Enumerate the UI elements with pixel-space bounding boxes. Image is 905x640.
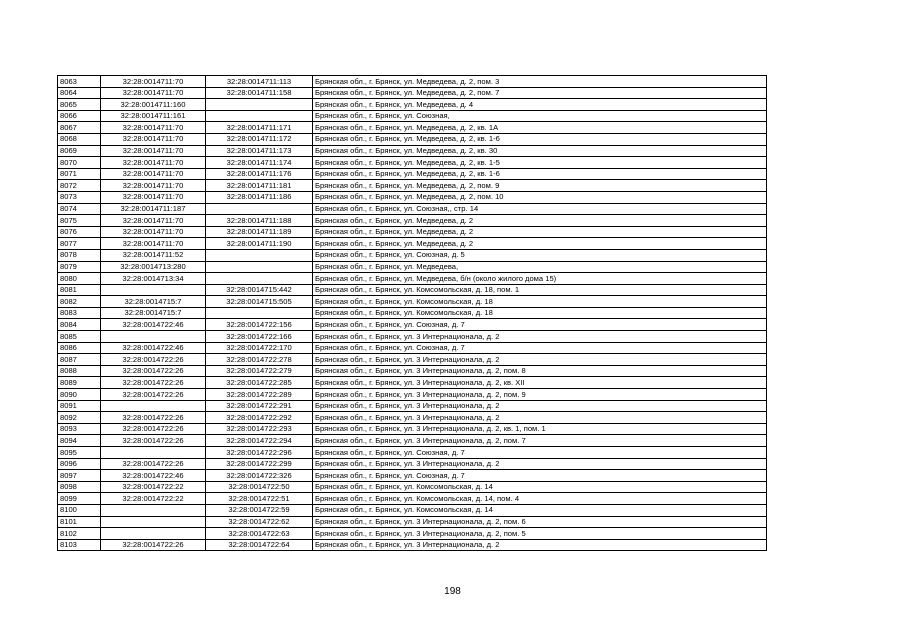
table-row (58, 481, 767, 493)
row-number-cell: 8071 (58, 168, 101, 180)
address-cell: Брянская обл., г. Брянск, ул. Союзная, д. 7 (313, 470, 767, 482)
cadastral-number-object-cell (206, 203, 313, 215)
address-cell: Брянская обл., г. Брянск, ул. Медведева, д. 2, кв. 30 (313, 145, 767, 157)
row-number-cell: 8091 (58, 400, 101, 412)
address-cell: Брянская обл., г. Брянск, ул. 3 Интернационала, д. 2 (313, 539, 767, 551)
cadastral-number-parcel-cell (101, 447, 206, 459)
row-number-cell: 8072 (58, 180, 101, 192)
cadastral-number-parcel-cell: 32:28:0014715:7 (101, 296, 206, 308)
table-row (58, 412, 767, 424)
address-cell: Брянская обл., г. Брянск, ул. Комсомольская, д. 14, пом. 4 (313, 493, 767, 505)
cadastral-number-parcel-cell: 32:28:0014711:70 (101, 180, 206, 192)
row-number-cell: 8068 (58, 133, 101, 145)
cadastral-number-parcel-cell: 32:28:0014711:70 (101, 145, 206, 157)
table-row (58, 157, 767, 169)
table-row (58, 307, 767, 319)
row-number-cell: 8098 (58, 481, 101, 493)
row-number-cell: 8095 (58, 447, 101, 459)
table-row (58, 296, 767, 308)
table-row (58, 180, 767, 192)
row-number-cell: 8088 (58, 365, 101, 377)
cadastral-number-parcel-cell (101, 400, 206, 412)
cadastral-number-parcel-cell: 32:28:0014711:160 (101, 99, 206, 111)
table-row (58, 122, 767, 134)
cadastral-number-object-cell: 32:28:0014722:326 (206, 470, 313, 482)
address-cell: Брянская обл., г. Брянск, ул. 3 Интернационала, д. 2 (313, 458, 767, 470)
row-number-cell: 8084 (58, 319, 101, 331)
cadastral-number-object-cell: 32:28:0014722:50 (206, 481, 313, 493)
row-number-cell: 8070 (58, 157, 101, 169)
registry-table-body (58, 76, 767, 551)
address-cell: Брянская обл., г. Брянск, ул. 3 Интернационала, д. 2, кв. 1, пом. 1 (313, 423, 767, 435)
cadastral-number-object-cell: 32:28:0014715:442 (206, 284, 313, 296)
address-cell: Брянская обл., г. Брянск, ул. 3 Интернационала, д. 2, кв. XII (313, 377, 767, 389)
cadastral-number-object-cell (206, 261, 313, 273)
cadastral-number-parcel-cell: 32:28:0014722:26 (101, 377, 206, 389)
row-number-cell: 8065 (58, 99, 101, 111)
row-number-cell: 8101 (58, 516, 101, 528)
table-row (58, 284, 767, 296)
cadastral-number-parcel-cell: 32:28:0014711:70 (101, 215, 206, 227)
cadastral-number-object-cell: 32:28:0014711:113 (206, 76, 313, 88)
cadastral-number-parcel-cell: 32:28:0014711:70 (101, 157, 206, 169)
cadastral-number-parcel-cell: 32:28:0014722:26 (101, 389, 206, 401)
cadastral-number-parcel-cell: 32:28:0014711:70 (101, 133, 206, 145)
row-number-cell: 8089 (58, 377, 101, 389)
table-row (58, 493, 767, 505)
row-number-cell: 8097 (58, 470, 101, 482)
cadastral-number-parcel-cell: 32:28:0014722:22 (101, 481, 206, 493)
address-cell: Брянская обл., г. Брянск, ул. 3 Интернационала, д. 2, пом. 5 (313, 528, 767, 540)
cadastral-number-object-cell (206, 110, 313, 122)
address-cell: Брянская обл., г. Брянск, ул. Медведева, д. 4 (313, 99, 767, 111)
cadastral-number-object-cell (206, 307, 313, 319)
address-cell: Брянская обл., г. Брянск, ул. 3 Интернационала, д. 2 (313, 400, 767, 412)
cadastral-number-object-cell (206, 99, 313, 111)
table-row (58, 191, 767, 203)
cadastral-number-parcel-cell: 32:28:0014711:52 (101, 249, 206, 261)
table-row (58, 435, 767, 447)
table-row (58, 249, 767, 261)
cadastral-number-parcel-cell: 32:28:0014722:46 (101, 319, 206, 331)
row-number-cell: 8094 (58, 435, 101, 447)
table-row (58, 331, 767, 343)
row-number-cell: 8092 (58, 412, 101, 424)
address-cell: Брянская обл., г. Брянск, ул. Медведева, д. 2, кв. 1-5 (313, 157, 767, 169)
address-cell: Брянская обл., г. Брянск, ул. 3 Интернационала, д. 2, пом. 8 (313, 365, 767, 377)
address-cell: Брянская обл., г. Брянск, ул. 3 Интернационала, д. 2 (313, 331, 767, 343)
table-row (58, 238, 767, 250)
table-row (58, 110, 767, 122)
cadastral-number-object-cell: 32:28:0014711:190 (206, 238, 313, 250)
row-number-cell: 8099 (58, 493, 101, 505)
table-row (58, 273, 767, 285)
cadastral-number-object-cell: 32:28:0014711:171 (206, 122, 313, 134)
cadastral-number-parcel-cell: 32:28:0014711:70 (101, 191, 206, 203)
table-row (58, 458, 767, 470)
table-row (58, 226, 767, 238)
cadastral-number-object-cell: 32:28:0014711:176 (206, 168, 313, 180)
row-number-cell: 8076 (58, 226, 101, 238)
row-number-cell: 8085 (58, 331, 101, 343)
cadastral-number-parcel-cell: 32:28:0014715:7 (101, 307, 206, 319)
cadastral-number-parcel-cell: 32:28:0014713:280 (101, 261, 206, 273)
cadastral-number-parcel-cell (101, 331, 206, 343)
address-cell: Брянская обл., г. Брянск, ул. Медведева, д. 2, пом. 3 (313, 76, 767, 88)
row-number-cell: 8087 (58, 354, 101, 366)
cadastral-number-parcel-cell: 32:28:0014722:26 (101, 365, 206, 377)
cadastral-number-parcel-cell (101, 284, 206, 296)
row-number-cell: 8066 (58, 110, 101, 122)
table-row (58, 470, 767, 482)
cadastral-number-parcel-cell: 32:28:0014722:26 (101, 458, 206, 470)
cadastral-number-parcel-cell: 32:28:0014711:187 (101, 203, 206, 215)
table-row (58, 447, 767, 459)
cadastral-number-object-cell: 32:28:0014722:166 (206, 331, 313, 343)
row-number-cell: 8073 (58, 191, 101, 203)
cadastral-number-parcel-cell: 32:28:0014711:70 (101, 76, 206, 88)
row-number-cell: 8077 (58, 238, 101, 250)
row-number-cell: 8079 (58, 261, 101, 273)
cadastral-number-object-cell: 32:28:0014722:296 (206, 447, 313, 459)
cadastral-number-parcel-cell (101, 504, 206, 516)
address-cell: Брянская обл., г. Брянск, ул. 3 Интернационала, д. 2 (313, 412, 767, 424)
cadastral-number-object-cell: 32:28:0014711:186 (206, 191, 313, 203)
row-number-cell: 8067 (58, 122, 101, 134)
address-cell: Брянская обл., г. Брянск, ул. Медведева, (313, 261, 767, 273)
cadastral-number-parcel-cell: 32:28:0014722:26 (101, 539, 206, 551)
row-number-cell: 8100 (58, 504, 101, 516)
cadastral-number-object-cell: 32:28:0014722:51 (206, 493, 313, 505)
cadastral-number-parcel-cell: 32:28:0014722:22 (101, 493, 206, 505)
address-cell: Брянская обл., г. Брянск, ул. Союзная, (313, 110, 767, 122)
table-row (58, 377, 767, 389)
address-cell: Брянская обл., г. Брянск, ул. Медведева, д. 2, пом. 9 (313, 180, 767, 192)
page-number: 198 (444, 586, 461, 597)
cadastral-number-object-cell: 32:28:0014722:293 (206, 423, 313, 435)
cadastral-number-parcel-cell (101, 516, 206, 528)
row-number-cell: 8093 (58, 423, 101, 435)
cadastral-number-parcel-cell: 32:28:0014711:70 (101, 87, 206, 99)
table-row (58, 76, 767, 88)
address-cell: Брянская обл., г. Брянск, ул. Союзная, д. 5 (313, 249, 767, 261)
address-cell: Брянская обл., г. Брянск, ул. 3 Интернационала, д. 2, пом. 7 (313, 435, 767, 447)
cadastral-number-object-cell: 32:28:0014711:174 (206, 157, 313, 169)
row-number-cell: 8064 (58, 87, 101, 99)
address-cell: Брянская обл., г. Брянск, ул. Союзная,, стр. 14 (313, 203, 767, 215)
cadastral-number-object-cell: 32:28:0014722:278 (206, 354, 313, 366)
table-row (58, 342, 767, 354)
address-cell: Брянская обл., г. Брянск, ул. Медведева, д. 2 (313, 226, 767, 238)
row-number-cell: 8086 (58, 342, 101, 354)
cadastral-number-parcel-cell: 32:28:0014711:70 (101, 226, 206, 238)
cadastral-number-object-cell: 32:28:0014722:291 (206, 400, 313, 412)
table-row (58, 99, 767, 111)
cadastral-number-object-cell: 32:28:0014711:189 (206, 226, 313, 238)
row-number-cell: 8063 (58, 76, 101, 88)
cadastral-number-object-cell: 32:28:0014711:181 (206, 180, 313, 192)
registry-table (57, 75, 767, 551)
table-row (58, 319, 767, 331)
address-cell: Брянская обл., г. Брянск, ул. Медведева, д. 2, кв. 1-6 (313, 168, 767, 180)
address-cell: Брянская обл., г. Брянск, ул. Комсомольская, д. 18 (313, 296, 767, 308)
cadastral-number-parcel-cell: 32:28:0014711:70 (101, 122, 206, 134)
cadastral-number-object-cell: 32:28:0014722:63 (206, 528, 313, 540)
address-cell: Брянская обл., г. Брянск, ул. Союзная, д. 7 (313, 342, 767, 354)
cadastral-number-parcel-cell: 32:28:0014722:26 (101, 412, 206, 424)
cadastral-number-object-cell (206, 273, 313, 285)
address-cell: Брянская обл., г. Брянск, ул. Комсомольская, д. 18, пом. 1 (313, 284, 767, 296)
cadastral-number-object-cell: 32:28:0014711:188 (206, 215, 313, 227)
table-row (58, 400, 767, 412)
address-cell: Брянская обл., г. Брянск, ул. Комсомольская, д. 14 (313, 504, 767, 516)
table-row (58, 423, 767, 435)
row-number-cell: 8083 (58, 307, 101, 319)
row-number-cell: 8090 (58, 389, 101, 401)
cadastral-number-parcel-cell: 32:28:0014722:46 (101, 342, 206, 354)
table-row (58, 215, 767, 227)
cadastral-number-object-cell: 32:28:0014722:279 (206, 365, 313, 377)
table-row (58, 365, 767, 377)
address-cell: Брянская обл., г. Брянск, ул. Медведева, д. 2 (313, 238, 767, 250)
cadastral-number-parcel-cell (101, 528, 206, 540)
cadastral-number-object-cell: 32:28:0014722:156 (206, 319, 313, 331)
address-cell: Брянская обл., г. Брянск, ул. 3 Интернационала, д. 2, пом. 6 (313, 516, 767, 528)
cadastral-number-parcel-cell: 32:28:0014722:26 (101, 435, 206, 447)
cadastral-number-parcel-cell: 32:28:0014713:34 (101, 273, 206, 285)
address-cell: Брянская обл., г. Брянск, ул. Союзная, д. 7 (313, 319, 767, 331)
table-row (58, 145, 767, 157)
table-row (58, 528, 767, 540)
table-row (58, 539, 767, 551)
table-row (58, 87, 767, 99)
cadastral-number-object-cell (206, 249, 313, 261)
table-row (58, 516, 767, 528)
row-number-cell: 8081 (58, 284, 101, 296)
cadastral-number-object-cell: 32:28:0014711:172 (206, 133, 313, 145)
address-cell: Брянская обл., г. Брянск, ул. 3 Интернационала, д. 2 (313, 354, 767, 366)
address-cell: Брянская обл., г. Брянск, ул. Медведева, д. 2, пом. 10 (313, 191, 767, 203)
row-number-cell: 8075 (58, 215, 101, 227)
cadastral-number-object-cell: 32:28:0014722:294 (206, 435, 313, 447)
cadastral-number-object-cell: 32:28:0014722:59 (206, 504, 313, 516)
cadastral-number-object-cell: 32:28:0014711:158 (206, 87, 313, 99)
table-row (58, 203, 767, 215)
address-cell: Брянская обл., г. Брянск, ул. Медведева, д. 2, кв. 1-6 (313, 133, 767, 145)
address-cell: Брянская обл., г. Брянск, ул. Комсомольская, д. 14 (313, 481, 767, 493)
address-cell: Брянская обл., г. Брянск, ул. Медведева, д. 2, пом. 7 (313, 87, 767, 99)
table-row (58, 133, 767, 145)
row-number-cell: 8080 (58, 273, 101, 285)
cadastral-number-object-cell: 32:28:0014722:64 (206, 539, 313, 551)
cadastral-number-object-cell: 32:28:0014722:289 (206, 389, 313, 401)
table-row (58, 168, 767, 180)
row-number-cell: 8102 (58, 528, 101, 540)
row-number-cell: 8082 (58, 296, 101, 308)
row-number-cell: 8103 (58, 539, 101, 551)
row-number-cell: 8069 (58, 145, 101, 157)
table-row (58, 261, 767, 273)
address-cell: Брянская обл., г. Брянск, ул. Медведева, д. 2, кв. 1А (313, 122, 767, 134)
cadastral-number-object-cell: 32:28:0014715:505 (206, 296, 313, 308)
address-cell: Брянская обл., г. Брянск, ул. Медведева, б/н (около жилого дома 15) (313, 273, 767, 285)
cadastral-number-object-cell: 32:28:0014711:173 (206, 145, 313, 157)
row-number-cell: 8078 (58, 249, 101, 261)
cadastral-number-object-cell: 32:28:0014722:285 (206, 377, 313, 389)
cadastral-number-parcel-cell: 32:28:0014711:70 (101, 238, 206, 250)
cadastral-number-object-cell: 32:28:0014722:292 (206, 412, 313, 424)
cadastral-number-object-cell: 32:28:0014722:62 (206, 516, 313, 528)
row-number-cell: 8096 (58, 458, 101, 470)
address-cell: Брянская обл., г. Брянск, ул. Союзная, д. 7 (313, 447, 767, 459)
table-row (58, 354, 767, 366)
row-number-cell: 8074 (58, 203, 101, 215)
cadastral-number-parcel-cell: 32:28:0014722:46 (101, 470, 206, 482)
cadastral-number-object-cell: 32:28:0014722:170 (206, 342, 313, 354)
address-cell: Брянская обл., г. Брянск, ул. Комсомольская, д. 18 (313, 307, 767, 319)
table-row (58, 389, 767, 401)
cadastral-number-parcel-cell: 32:28:0014711:161 (101, 110, 206, 122)
cadastral-number-parcel-cell: 32:28:0014722:26 (101, 423, 206, 435)
address-cell: Брянская обл., г. Брянск, ул. Медведева, д. 2 (313, 215, 767, 227)
address-cell: Брянская обл., г. Брянск, ул. 3 Интернационала, д. 2, пом. 9 (313, 389, 767, 401)
table-row (58, 504, 767, 516)
cadastral-number-parcel-cell: 32:28:0014722:26 (101, 354, 206, 366)
cadastral-number-object-cell: 32:28:0014722:299 (206, 458, 313, 470)
cadastral-number-parcel-cell: 32:28:0014711:70 (101, 168, 206, 180)
